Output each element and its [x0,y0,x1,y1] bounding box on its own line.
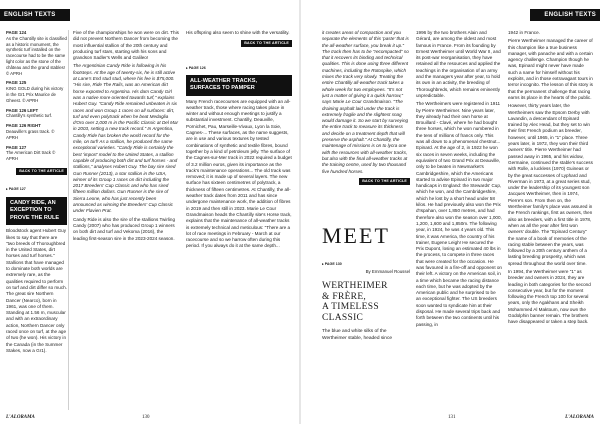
caption-text: KING GOLD during his victory in the Gr1 Prix Maurice de Gheest. © APRH [6,86,64,103]
photo-captions [6,30,67,356]
header-label-left: ENGLISH TEXTS [0,9,70,21]
section-heading-meet: MEET [322,222,390,248]
paragraph: Candy Ride is also the sire of the stallions Twirling Candy (2007) who has produced Group 1 winners on both dirt and turf and Vekoma (2016), the leading first-season sire in the 2023-2024 season. [73,216,176,241]
page-ref-126: ▸ PAGE 126 [186,66,206,71]
caption-item [6,80,67,103]
paragraph: Pierre Wertheimer managed the career of this champion like a true business manager, with panache and with a certain agency challenge. Champion though he was, Epinard might never have made such a name for himself without his exploits, and in those extravagant tours in terror incognito. The lesson of this story is that the permanent challenge that racing earns its place in the hearts of the public. [508,38,593,100]
article-title [322,281,410,323]
caption-text: Deauville's grass track. © APRH [6,128,55,140]
paragraph: However, thirty years later, the Wertheimers saw the Epsom Derby with Lavandin, a descendant of Epinard trained by Alec Head, but they set to win their first French podium as breeder, however, until 1965, in "1" place. Three years later, in 1972, they won their third owners' title. Pierre Wertheimer had passed away in 1965, and his widow, Germaine, continued the stable's success with Rolle, a luckless (1970) Guineas or by the great successes of Lyphard and Riverman in 1973, at a great series stud, under the leadership of its youngest son Jacques Wertheimer, then in 1974, Pierre's son. From then on, the Wertheimer family's place was assured in the French rankings, first as owners, then also as breeders, with a first title in 1978, when as all the year after first won owners' double. The "Epinard Century" the name of a book of memories of the racing stable between the years, was followed by a 20th century anthem of a lasting breeding prosperity, which was spread throughout the world over time. [508,103,593,266]
caption-title: PAGE 126 LEFT [6,107,39,113]
back-to-article-button[interactable]: BACK TO THE ARTICLE [359,178,410,185]
caption-title: PAGE 126 RIGHT [6,123,41,129]
header-label-right: ENGLISH TEXTS [530,9,600,21]
caption-text: The American Dirt track © APRH [6,150,56,162]
text-column-2 [73,30,179,412]
paragraph: The Argentinian Candy Ride is following in his footsteps. At the age of twenty-six, he is still active at Lane's End stud stud, where his fee is $75,000. "His sire, Ride The Rails, was an American dirt horse exported to Argentina. His dam Candy Girl was a native more oriented towards turf," explains Hubert Guy. "Candy Ride remained unbeaten in six races and won Group 1 races on all surfaces: dirt, turf and even polytrack when he beat Medaglia d'Oro over 2,000 m in the Pacific Classic at Del Mar in 2003, setting a new track record." In Argentina, Candy Ride has broken the world record for the mile, on turf! As a stallion, he produced the same exceptional varieties. "Candy Ride is certainly the best 'import' model to the United States, a stallion capable of producing both dirt and turf horses - and stallions," analyses Hubert Guy. The bay sire sired Gun Runner (2013), a star stallion in the USA, winner of its Group 1 races on dirt including the 2017 Breeders' Cup Classic and who has sired fifteen million dollars. Gun Runner is the sire of Sierra Leone, who has just recently been announced as winning the Breeders' Cup Classic under Flavien Prat. [73,63,179,214]
paragraph: it creates areas of compaction and you separate the elements of this 'paste' that is the all-weather surface, you break it up." The track then has to be "recompacted" so that it recovers its binding and technical qualities. This is done using three different machines, including the Rotospike, which mixes the track very slowly. Treating the entire Chantilly all-weather track takes a whole week for two employees. "It's not just a matter of giving it a quick harrow," says Marie Le Cour Grandmaison. "The draining asphalt laid under the track is extremely fragile and the slightest snag would damage it. So we start by surveying the entire track to measure its thickness and decide on a treatment depth that will preserve the asphalt." At Chantilly, the maintenage of missions is on to lycra one with the resources with all-weather tracks, but also with the final all-weather tracks at the training centre, used by two thousand five hundred horses. [322,30,409,174]
paragraph: Five of the championships he won were on dirt. This did not prevent Northern Dancer from becoming the most influential stallion of the 20th century and producing turf stars, starting with his sons and grandson Sadler's Wells and Galileo! [73,30,179,61]
article-title-line: & FRÈRE, [322,291,367,302]
page-number-left [142,414,150,420]
article-intro: The blue and white silks of the Wertheimer stable, headed since [322,329,393,341]
paragraph: In 1994, the Wertheimer were "1" as breeder and owners in 2024, they are leading in both categories for the second consecutive year, but for the moment following the French top 100 for several years, only the Agakhans and Sheikh Mohammed Al Maktoum, now own the Godolphin banner remain. The brothers have disappeared or taken a step back. [508,268,591,325]
text-column-5 [416,30,502,412]
box-text-all-weather: Many French racecourses are equipped with an all-weather track, those where racing takes place in winter and without enough meetings to justify a substantial investment. Chantilly, Deauville, Pornichet, Pau, Marseille-Vivaux, Lyon la Soie, Cagnes-... These surfaces, as the name suggests, are in use and various textures by tested combinations of synthetic and textile fibres, bound together by a kind of petroleum jelly. The surface of the Cagnes-sur-Mer track in 2022 required a budget of 3.2 million euros, given its importance as the track's maintenance operations... The old track was removed; it is made up of several layers. The new surface has sixteen centimetres of polytrack, a thickness of fifteen centimetres. At Chantilly, the all-weather track dates from 2011 and has since undergone maintenance work, the addition of fibres in 2019 and then still in 2023. Marie Le Cour Grandmaison heads the Chantilly site's Horse track, explains that the maintenance of all-weather tracks is extremely technical and meticulous: "There are a lot of race meetings in February - March at our racecourse and so we harrow often during this period. If you always do it at the same depth... [186,98,292,249]
right-page [300,0,600,424]
article-byline: By Emmanuel Roussel [365,269,410,275]
back-to-article-button[interactable]: BACK TO THE ARTICLE [16,168,67,175]
paragraph: His offspring also seem to shine with the versatility. [186,30,290,35]
text-column-6 [508,30,594,412]
brand-footer-left [6,414,35,420]
article-title-line: WERTHEIMER [322,281,388,292]
paragraph: 1996 by the two brothers Alain and Gérard, are among the oldest and most famous in France. From its founding by Ernest Wertheimer until World War II, and its post-war reorganisation, they have retained all the resources and applied the teachings in the organisation of an army and the managers year after year, to hold its own in an activity, the breeding of Thoroughbreds, which remains eminently unpredictable. [416,30,501,98]
box-title-all-weather: ALL-WEATHER TRACKS, SURFACES TO PAMPER [186,75,292,96]
text-column-4 [322,30,410,412]
brand-footer-right [565,414,594,420]
page-ref-127: ▸ PAGE 127 [6,186,26,191]
caption-title: PAGE 125 [6,80,27,86]
caption-title: PAGE 124 [6,30,27,35]
caption-item [6,123,67,140]
caption-item [6,145,67,162]
article-title-line: A TIMELESS CLASSIC [322,302,379,323]
page-ref-130: ▸ PAGE 130 [322,261,342,266]
box-text-candy-ride: Bloodstock agent Hubert Guy likes to say that there are "two breeds of Thoroughbred in the United States, dirt horses and turf horses." Stallions that have managed to dominate both worlds are extremely rare, as the qualities required to perform on turf and dirt differ so much. The great sire Northern Dancer (Nearco), born in 1961, was one of them. Standing at 1.56 m, muscular and with an extraordinary action, Northern Dancer only raced once on turf, at the age of two (he won). His victory in the Canada (in the Summer Stakes, now a Gr1). [6,228,67,353]
paragraph: The Wertheimers were registered in 1911 by Pierre Wertheimer. Nine years later, they already had their own horse at Brouillard - Clavé, where he had bought three horses, which he won numbered in the tens of millions of francs only. This was all down to a phenomenal chestnut... Epinard. At the age of 2, in 1922 he won six races in seven weeks, including the equivalent of two Grand Prix at Deauville, only to be beaten in Newmarket's Cambridgeshire, which the Americans started to advise Epinard in two major handicaps in England: the Stewards' Cup, which he won, and the Cambridgeshire, which he lost by a short head under 58 kilos. He had previously also won the Prix d'Ispahan, over 1,850 metres, and had therefore also won the season over 1,000, 1,200, 1,600 and 1,850m. The following year, in 1924, he was 4 years old. This time, it was America, the country of his trainer, Eugene Leigh! He secured the Prix Dupont, losing an estimated 40 lbs in the process, to compete in three races that were created for the occasion. He was favoured in a fire-off and opponent on their left. A victory on the American soil, in a time which became the racing distance each time, but he was adopted by the American public and he surprised to be an exceptional fighter. The US breeders soon wanted to syndicate him at their disposal. He made several trips back and forth between the two continents until his passing, in [416,101,502,327]
back-to-article-button[interactable]: BACK TO THE ARTICLE [241,40,292,47]
caption-text: As the Chantilly site is classified as a historic monument, the synthetic turf installed on the racecourse had to be the same light color as the stone of the château and the grand stables! © APRH [6,35,67,76]
caption-item [6,30,67,76]
column-divider [68,30,69,410]
caption-item [6,108,67,120]
page-number-right [448,414,456,420]
box-title-candy-ride: CANDY RIDE, AN EXCEPTION TO PROVE THE RULE [6,197,67,226]
page-number: 131 [448,415,456,420]
magazine-brand: L'ALORAMA [565,415,594,420]
caption-title: PAGE 127 [6,144,27,150]
magazine-brand: L'ALORAMA [6,415,35,420]
text-column-3 [186,30,292,412]
page-number: 130 [142,415,150,420]
paragraph: 1942 in France. [508,30,540,35]
caption-text: Chantilly's synthetic turf. [6,113,53,119]
